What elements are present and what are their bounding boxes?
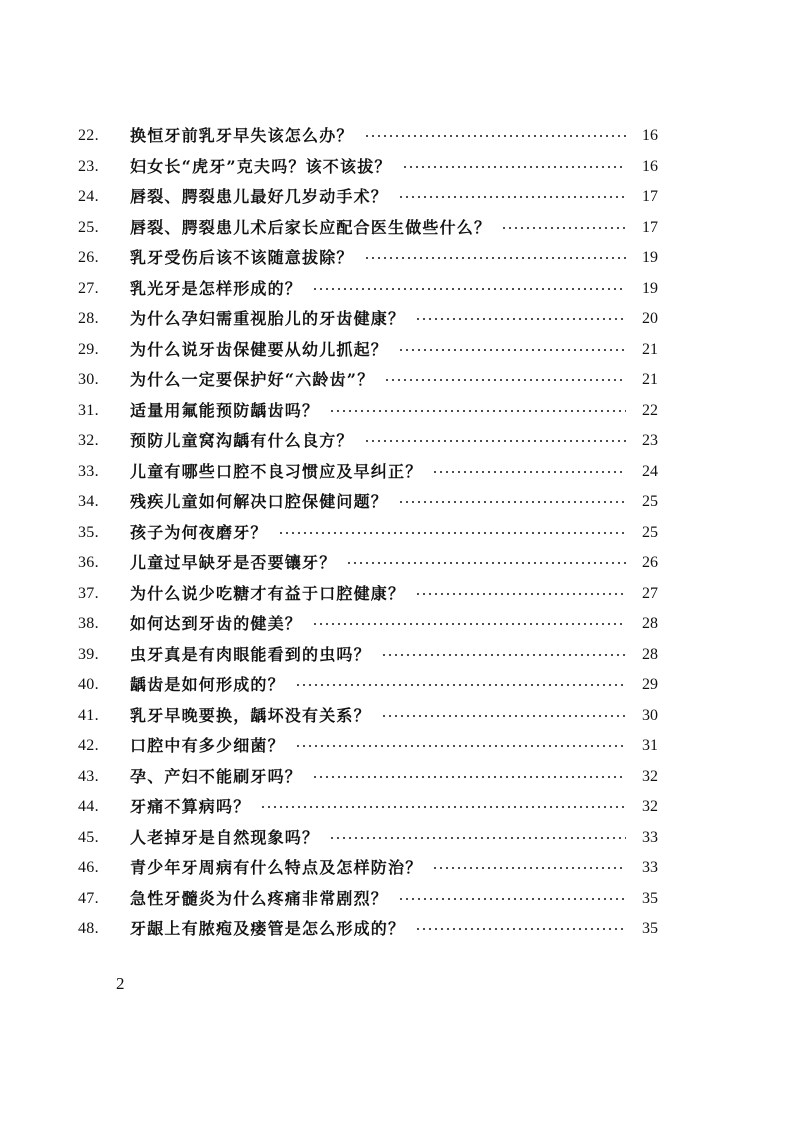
toc-entry-title: 妇女长“虎牙”克夫吗？该不该拔？ — [130, 156, 392, 176]
toc-entry[interactable] — [78, 396, 658, 427]
toc-entry[interactable] — [78, 701, 658, 732]
toc-entry-title: 乳牙早晚要换，龋坏没有关系？ — [130, 705, 371, 725]
toc-entry-page: 21 — [642, 371, 658, 389]
toc-entry-page: 17 — [642, 218, 658, 236]
toc-entry[interactable] — [78, 731, 658, 762]
toc-dot-leader — [364, 440, 626, 442]
toc-entry[interactable] — [78, 670, 658, 701]
toc-entry-page: 35 — [642, 920, 658, 938]
toc-entry[interactable] — [78, 914, 658, 945]
toc-dot-leader — [415, 928, 626, 930]
toc-entry-page: 25 — [642, 523, 658, 541]
toc-entry[interactable] — [78, 853, 658, 884]
toc-entry-page: 30 — [642, 706, 658, 724]
toc-entry-number: 23. — [78, 157, 99, 175]
toc-entry-page: 32 — [642, 767, 658, 785]
toc-dot-leader — [364, 135, 626, 137]
toc-entry-number: 34. — [78, 493, 99, 511]
table-of-contents — [78, 121, 658, 945]
toc-entry-title: 唇裂、腭裂患儿术后家长应配合医生做些什么？ — [130, 217, 492, 237]
toc-entry[interactable] — [78, 274, 658, 305]
toc-entry[interactable] — [78, 640, 658, 671]
toc-entry[interactable] — [78, 365, 658, 396]
toc-entry-page: 28 — [642, 645, 658, 663]
toc-dot-leader — [381, 715, 626, 717]
toc-entry-number: 47. — [78, 889, 99, 907]
toc-entry-number: 33. — [78, 462, 99, 480]
toc-dot-leader — [398, 196, 626, 198]
toc-dot-leader — [312, 776, 626, 778]
toc-entry[interactable] — [78, 213, 658, 244]
toc-entry-title: 为什么说少吃糖才有益于口腔健康？ — [130, 583, 406, 603]
toc-entry-number: 36. — [78, 554, 99, 572]
toc-entry-number: 45. — [78, 828, 99, 846]
toc-entry[interactable] — [78, 121, 658, 152]
toc-entry-title: 牙痛不算病吗？ — [130, 797, 251, 817]
toc-entry-page: 20 — [642, 310, 658, 328]
toc-entry-title: 乳光牙是怎样形成的？ — [130, 278, 303, 298]
toc-entry-title: 如何达到牙齿的健美？ — [130, 614, 303, 634]
toc-entry-title: 儿童有哪些口腔不良习惯应及早纠正？ — [130, 461, 423, 481]
toc-entry-title: 残疾儿童如何解决口腔保健问题？ — [130, 492, 389, 512]
toc-entry-page: 25 — [642, 493, 658, 511]
toc-dot-leader — [295, 745, 626, 747]
toc-entry-page: 23 — [642, 432, 658, 450]
toc-entry-number: 42. — [78, 737, 99, 755]
toc-entry[interactable] — [78, 304, 658, 335]
toc-dot-leader — [381, 654, 626, 656]
toc-entry-number: 26. — [78, 249, 99, 267]
toc-dot-leader — [312, 288, 626, 290]
toc-dot-leader — [398, 501, 626, 503]
toc-entry-title: 儿童过早缺牙是否要镶牙？ — [130, 553, 337, 573]
toc-entry-page: 19 — [642, 249, 658, 267]
toc-entry[interactable] — [78, 335, 658, 366]
toc-dot-leader — [432, 867, 626, 869]
toc-dot-leader — [346, 562, 626, 564]
toc-entry-number: 41. — [78, 706, 99, 724]
toc-entry-title: 为什么一定要保护好“六龄齿”？ — [130, 370, 375, 390]
toc-dot-leader — [329, 837, 626, 839]
toc-dot-leader — [402, 166, 626, 168]
page-number: 2 — [116, 974, 125, 993]
toc-entry-number: 48. — [78, 920, 99, 938]
toc-entry-title: 牙龈上有脓疱及瘘管是怎么形成的？ — [130, 919, 406, 939]
toc-entry-number: 27. — [78, 279, 99, 297]
toc-entry-page: 17 — [642, 188, 658, 206]
toc-dot-leader — [329, 410, 626, 412]
toc-entry-page: 29 — [642, 676, 658, 694]
toc-entry-number: 44. — [78, 798, 99, 816]
toc-entry-page: 28 — [642, 615, 658, 633]
toc-dot-leader — [278, 532, 626, 534]
toc-entry-title: 为什么孕妇需重视胎儿的牙齿健康？ — [130, 309, 406, 329]
toc-entry-title: 口腔中有多少细菌？ — [130, 736, 285, 756]
toc-entry-number: 30. — [78, 371, 99, 389]
toc-dot-leader — [415, 593, 626, 595]
toc-entry-page: 27 — [642, 584, 658, 602]
toc-entry-title: 青少年牙周病有什么特点及怎样防治？ — [130, 858, 423, 878]
toc-entry[interactable] — [78, 609, 658, 640]
toc-entry[interactable] — [78, 548, 658, 579]
toc-entry[interactable] — [78, 823, 658, 854]
toc-entry-page: 35 — [642, 889, 658, 907]
toc-entry-page: 33 — [642, 828, 658, 846]
toc-entry-page: 31 — [642, 737, 658, 755]
toc-entry-title: 唇裂、腭裂患儿最好几岁动手术？ — [130, 187, 389, 207]
toc-entry[interactable] — [78, 152, 658, 183]
toc-entry-page: 33 — [642, 859, 658, 877]
toc-entry-number: 32. — [78, 432, 99, 450]
toc-entry-number: 25. — [78, 218, 99, 236]
toc-entry-number: 39. — [78, 645, 99, 663]
toc-entry-number: 28. — [78, 310, 99, 328]
toc-entry-number: 38. — [78, 615, 99, 633]
toc-entry-title: 孕、产妇不能刷牙吗？ — [130, 766, 303, 786]
toc-entry-number: 37. — [78, 584, 99, 602]
toc-entry-page: 19 — [642, 279, 658, 297]
toc-entry-page: 24 — [642, 462, 658, 480]
toc-dot-leader — [364, 257, 626, 259]
toc-entry-title: 换恒牙前乳牙早失该怎么办？ — [130, 126, 354, 146]
toc-dot-leader — [501, 227, 626, 229]
toc-entry-page: 26 — [642, 554, 658, 572]
toc-dot-leader — [415, 318, 626, 320]
toc-entry-page: 16 — [642, 157, 658, 175]
toc-entry[interactable] — [78, 243, 658, 274]
toc-dot-leader — [398, 349, 626, 351]
toc-entry-title: 急性牙髓炎为什么疼痛非常剧烈？ — [130, 888, 389, 908]
toc-dot-leader — [312, 623, 626, 625]
toc-entry-title: 虫牙真是有肉眼能看到的虫吗？ — [130, 644, 371, 664]
toc-entry-title: 乳牙受伤后该不该随意拔除？ — [130, 248, 354, 268]
toc-entry-title: 孩子为何夜磨牙？ — [130, 522, 268, 542]
toc-entry[interactable] — [78, 884, 658, 915]
toc-entry-page: 21 — [642, 340, 658, 358]
toc-entry[interactable] — [78, 487, 658, 518]
toc-entry-title: 预防儿童窝沟龋有什么良方？ — [130, 431, 354, 451]
toc-entry-page: 22 — [642, 401, 658, 419]
toc-entry-number: 43. — [78, 767, 99, 785]
toc-dot-leader — [432, 471, 626, 473]
toc-entry-number: 24. — [78, 188, 99, 206]
toc-entry-title: 适量用氟能预防龋齿吗？ — [130, 400, 320, 420]
toc-entry[interactable] — [78, 518, 658, 549]
toc-entry[interactable] — [78, 426, 658, 457]
toc-entry-number: 35. — [78, 523, 99, 541]
toc-entry-title: 为什么说牙齿保健要从幼儿抓起？ — [130, 339, 389, 359]
toc-entry-number: 31. — [78, 401, 99, 419]
toc-entry[interactable] — [78, 457, 658, 488]
toc-entry[interactable] — [78, 762, 658, 793]
toc-entry[interactable] — [78, 792, 658, 823]
toc-entry-page: 32 — [642, 798, 658, 816]
toc-entry-title: 人老掉牙是自然现象吗？ — [130, 827, 320, 847]
toc-entry[interactable] — [78, 182, 658, 213]
toc-dot-leader — [295, 684, 626, 686]
toc-entry[interactable] — [78, 579, 658, 610]
toc-entry-number: 40. — [78, 676, 99, 694]
toc-dot-leader — [384, 379, 626, 381]
toc-entry-title: 龋齿是如何形成的？ — [130, 675, 285, 695]
toc-entry-number: 29. — [78, 340, 99, 358]
toc-dot-leader — [398, 898, 626, 900]
toc-entry-number: 46. — [78, 859, 99, 877]
toc-dot-leader — [260, 806, 626, 808]
toc-entry-number: 22. — [78, 127, 99, 145]
toc-entry-page: 16 — [642, 127, 658, 145]
